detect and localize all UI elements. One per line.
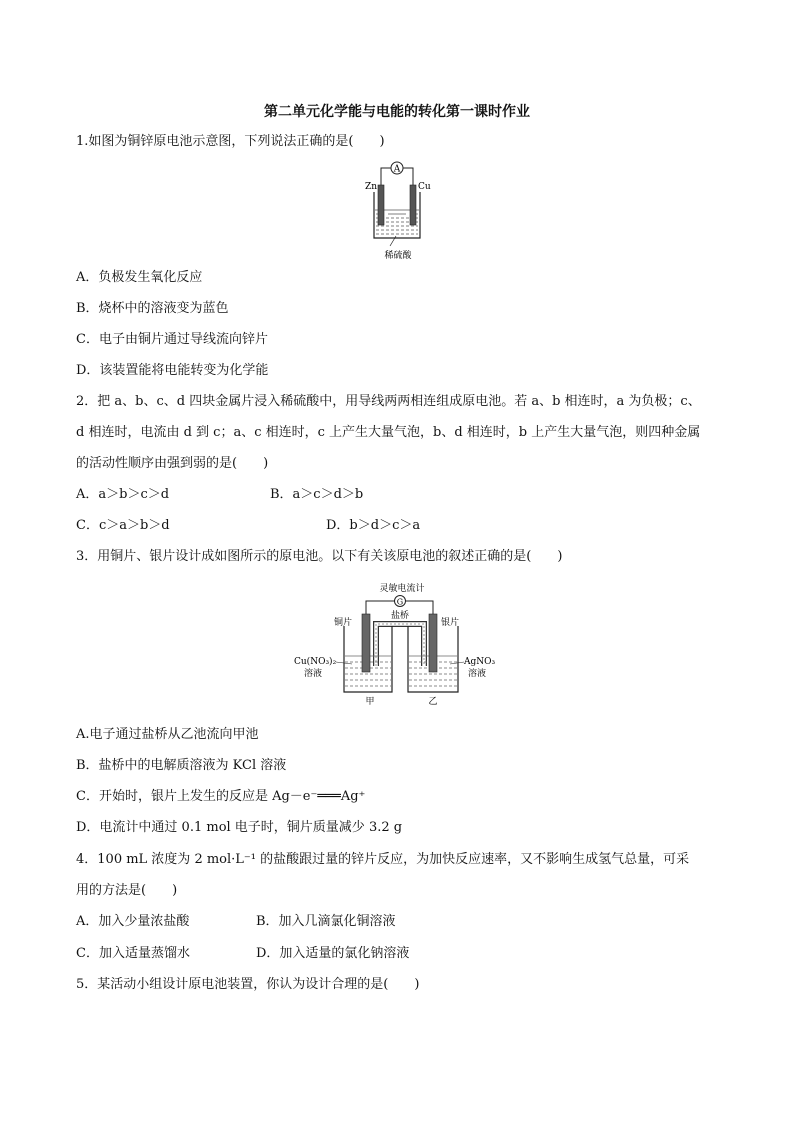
- q1-option-a: A．负极发生氧化反应: [76, 270, 203, 285]
- q2-option-c: C．c＞a＞b＞d: [76, 518, 170, 533]
- q3-option-c: C．开始时，银片上发生的反应是 Ag－e⁻═══Ag⁺: [76, 789, 366, 804]
- page-title: 第二单元化学能与电能的转化第一课时作业: [264, 104, 530, 120]
- cell-a-label: 甲: [365, 697, 375, 707]
- ammeter-symbol: A: [393, 164, 401, 175]
- q3-option-d: D．电流计中通过 0.1 mol 电子时，铜片质量减少 3.2 g: [76, 820, 403, 835]
- q2-option-d: D．b＞d＞c＞a: [326, 518, 421, 533]
- q3-figure-salt-bridge-cell: [292, 580, 504, 708]
- salt-bridge-label: 盐桥: [390, 611, 410, 621]
- q1-option-d: D．该装置能将电能转变为化学能: [76, 363, 269, 378]
- q4-option-a: A．加入少量浓盐酸: [76, 914, 190, 929]
- copper-plate: [362, 614, 370, 672]
- q3-option-a: A.电子通过盐桥从乙池流向甲池: [76, 727, 259, 742]
- q4-stem-line1: 4．100 mL 浓度为 2 mol·L⁻¹ 的盐酸跟过量的锌片反应，为加快反应速率，又不影响生成氢气总量，可采: [76, 852, 690, 867]
- q2-option-a: A．a＞b＞c＞d: [76, 487, 170, 502]
- galvanometer-symbol: G: [396, 597, 404, 607]
- q1-option-b: B．烧杯中的溶液变为蓝色: [76, 301, 229, 316]
- q4-stem-line2: 用的方法是( ): [76, 883, 178, 898]
- right-solution-label: 溶液: [468, 669, 487, 679]
- q4-option-d: D．加入适量的氯化钠溶液: [256, 946, 410, 961]
- cell-b-label: 乙: [428, 697, 438, 707]
- galvanometer-label: 灵敏电流计: [379, 584, 425, 594]
- q2-stem-line2: d 相连时，电流由 d 到 c；a、c 相连时，c 上产生大量气泡，b、d 相连时，b 上产生大量气泡，则四种金属: [76, 425, 701, 440]
- left-solution-label: 溶液: [304, 669, 323, 679]
- q4-option-c: C．加入适量蒸馏水: [76, 946, 190, 961]
- solution-label: 稀硫酸: [384, 251, 412, 261]
- q2-stem-line1: 2．把 a、b、c、d 四块金属片浸入稀硫酸中，用导线两两相连组成原电池。若 a、b 相连时，a 为负极；c、: [76, 394, 701, 409]
- silver-plate-label: 银片: [441, 618, 460, 628]
- q1-stem: 1.如图为铜锌原电池示意图，下列说法正确的是( ): [76, 134, 385, 149]
- silver-plate: [429, 614, 437, 672]
- right-solution-formula: AgNO₃: [464, 657, 496, 667]
- zn-electrode: [378, 185, 384, 225]
- q1-figure-copper-zinc-cell: [362, 158, 432, 262]
- copper-plate-label: 铜片: [334, 618, 353, 628]
- q3-stem: 3．用铜片、银片设计成如图所示的原电池。以下有关该原电池的叙述正确的是( ): [76, 549, 563, 564]
- zn-label: Zn: [365, 182, 378, 192]
- q2-option-b: B．a＞c＞d＞b: [270, 487, 364, 502]
- cu-electrode: [410, 185, 416, 225]
- left-solution-formula: Cu(NO₃)₂: [294, 657, 337, 667]
- q3-option-b: B．盐桥中的电解质溶液为 KCl 溶液: [76, 758, 287, 773]
- q2-stem-line3: 的活动性顺序由强到弱的是( ): [76, 456, 269, 471]
- q4-option-b: B．加入几滴氯化铜溶液: [256, 914, 396, 929]
- cu-label: Cu: [418, 182, 431, 192]
- q5-stem: 5．某活动小组设计原电池装置，你认为设计合理的是( ): [76, 977, 420, 992]
- q1-option-c: C．电子由铜片通过导线流向锌片: [76, 332, 268, 347]
